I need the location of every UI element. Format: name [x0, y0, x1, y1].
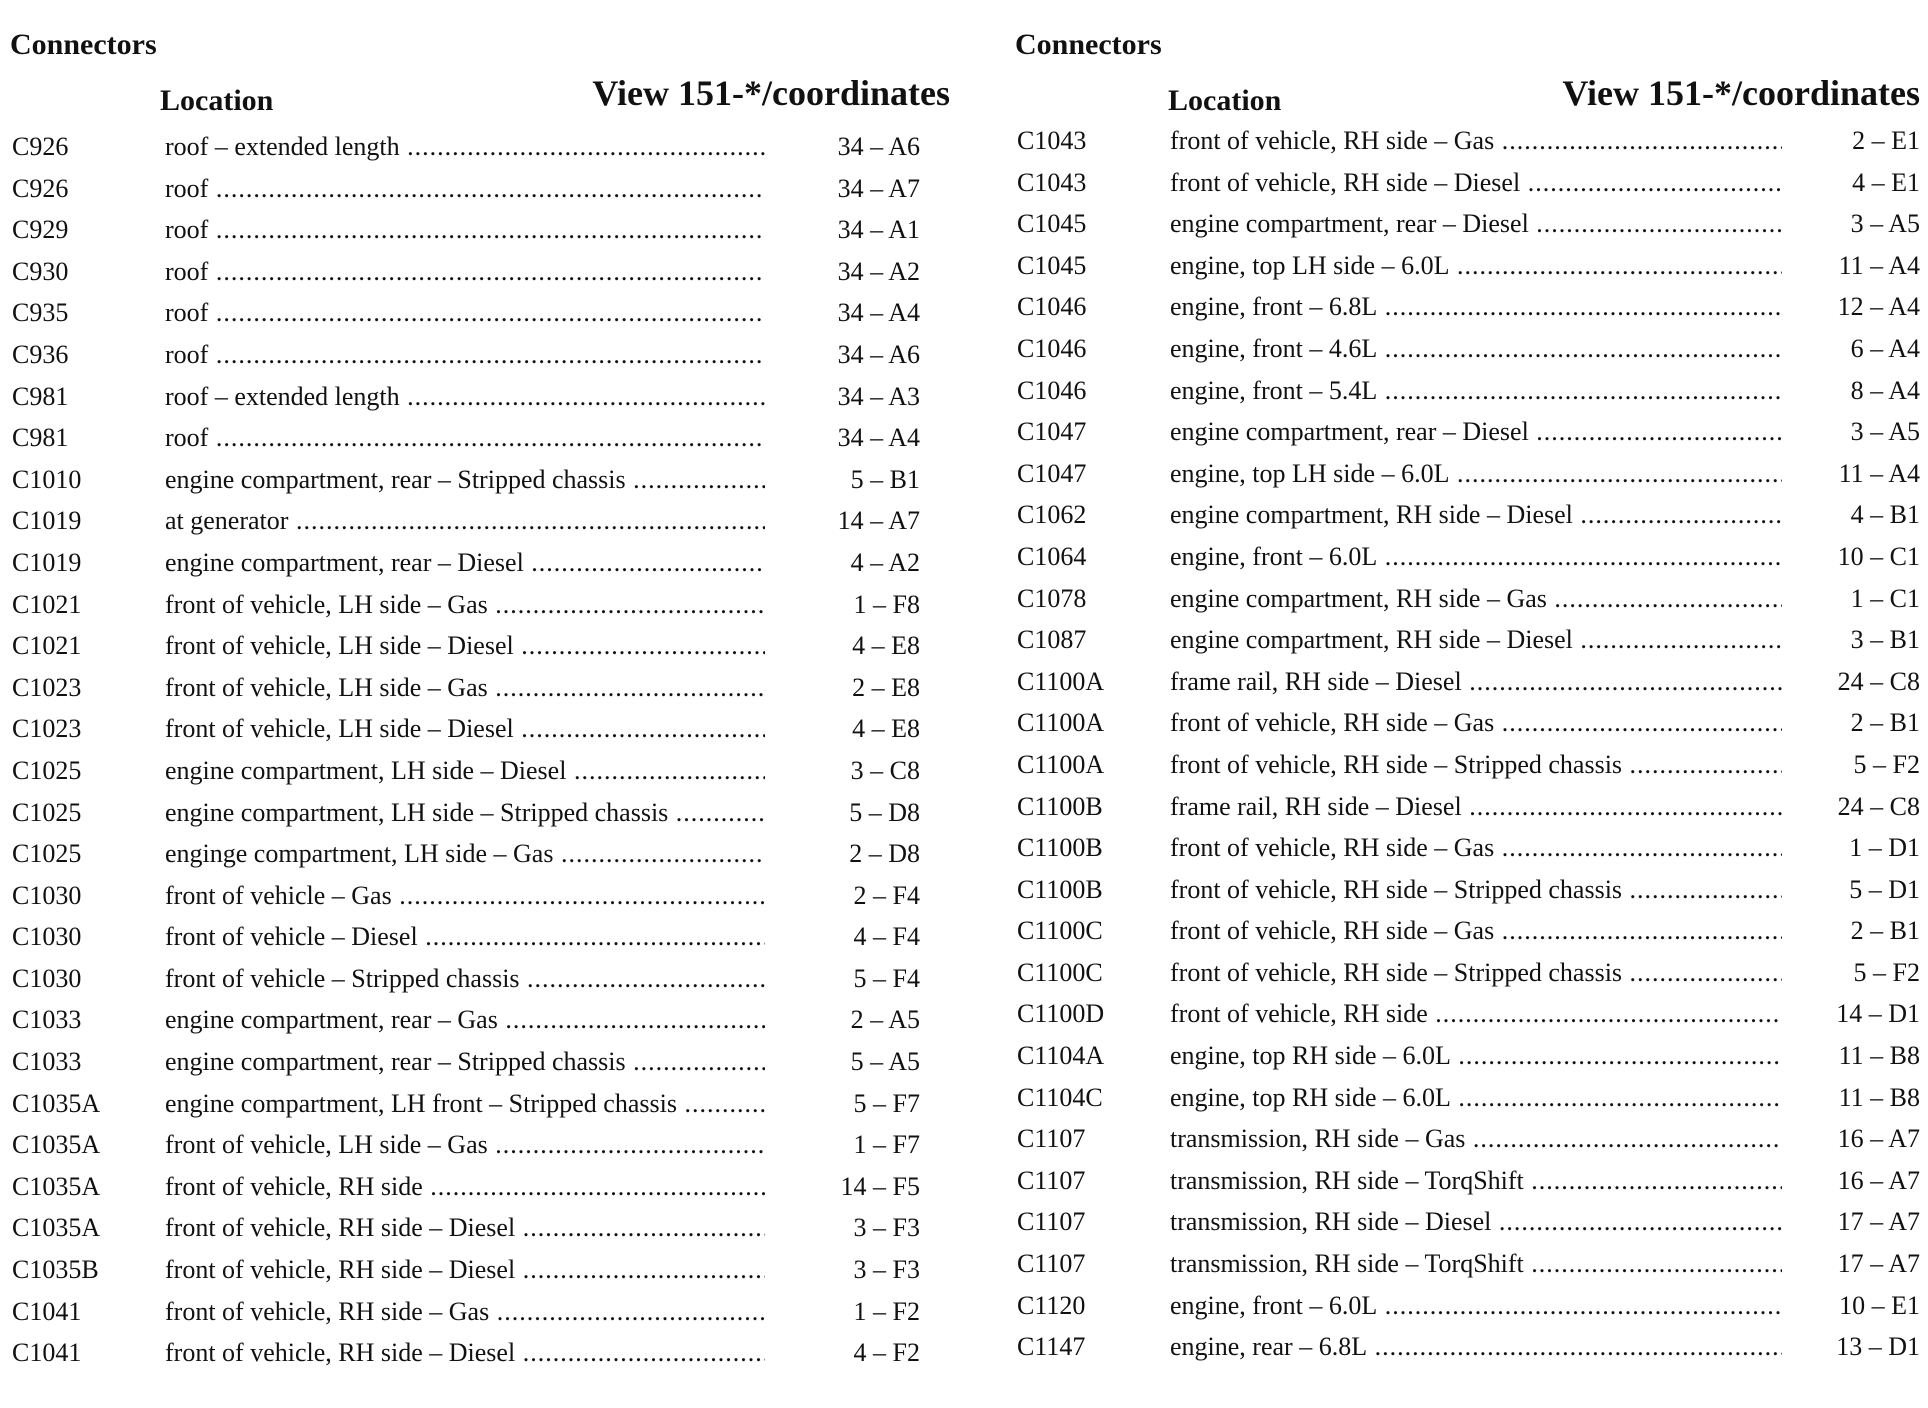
connector-coordinates: 14 – D1	[1836, 999, 1920, 1029]
connector-coordinates: 2 – B1	[1850, 708, 1920, 738]
connector-row	[10, 542, 950, 584]
connector-location: front of vehicle, LH side – Gas .....	[165, 584, 765, 626]
connector-code: C1025	[12, 755, 82, 785]
connector-coordinates: 2 – E8	[852, 672, 920, 702]
connector-row	[10, 292, 950, 334]
connector-code: C1030	[12, 880, 82, 910]
connector-code: C926	[12, 173, 69, 203]
connector-coordinates: 16 – A7	[1837, 1165, 1920, 1195]
connector-coordinates: 12 – A4	[1837, 292, 1920, 322]
connector-coordinates: 5 – A5	[850, 1047, 920, 1077]
connector-code: C1035A	[12, 1171, 101, 1201]
right-column	[1015, 0, 1920, 1408]
connector-location: engine, top RH side – 6.0L .....	[1170, 1077, 1782, 1119]
connector-code: C1045	[1017, 209, 1087, 239]
connector-location: front of vehicle, RH side – Gas .....	[165, 1291, 765, 1333]
connector-code: C1100B	[1017, 874, 1103, 904]
connector-row	[10, 916, 950, 958]
connector-coordinates: 2 – A5	[850, 1005, 920, 1035]
connector-location: engine compartment, LH side – Diesel .....	[165, 750, 765, 792]
connector-location: transmission, RH side – TorqShift .....	[1170, 1160, 1782, 1202]
connector-location: engine compartment, rear – Stripped chassis .....	[165, 459, 765, 501]
connector-row	[10, 1207, 950, 1249]
connector-row	[10, 1124, 950, 1166]
connector-code: C1041	[12, 1338, 82, 1368]
connector-coordinates: 2 – E1	[1852, 126, 1920, 155]
connector-row	[1015, 1077, 1920, 1119]
connector-code: C1087	[1017, 625, 1087, 655]
connector-row	[1015, 1243, 1920, 1285]
connector-code: C1043	[1017, 126, 1087, 155]
connector-coordinates: 5 – F2	[1853, 749, 1920, 779]
connector-coordinates: 1 – F8	[853, 589, 920, 619]
connector-row	[10, 334, 950, 376]
connector-location: front of vehicle – Stripped chassis .....	[165, 958, 765, 1000]
connector-coordinates: 3 – A5	[1850, 417, 1920, 447]
connector-location: front of vehicle, RH side – Gas .....	[1170, 120, 1782, 162]
right-view-header: View 151-*/coordinates	[1562, 73, 1920, 113]
connector-coordinates: 4 – E8	[852, 714, 920, 744]
connector-row	[10, 833, 950, 875]
connector-code: C1100C	[1017, 916, 1103, 946]
connector-coordinates: 34 – A4	[837, 298, 920, 328]
connector-coordinates: 34 – A1	[837, 215, 920, 245]
connector-location: front of vehicle, RH side .....	[1170, 993, 1782, 1035]
connector-location: roof .....	[165, 251, 765, 293]
connector-code: C930	[12, 256, 69, 286]
connector-row	[1015, 869, 1920, 911]
connector-location: engine, front – 5.4L .....	[1170, 370, 1782, 412]
connector-coordinates: 3 – C8	[850, 755, 920, 785]
connector-row	[10, 792, 950, 834]
connector-row	[1015, 1201, 1920, 1243]
connector-code: C929	[12, 215, 69, 245]
connector-code: C1100A	[1017, 749, 1105, 779]
left-section-title: Connectors	[10, 28, 157, 61]
connector-code: C1047	[1017, 458, 1087, 488]
left-column	[10, 0, 950, 1408]
connector-code: C981	[12, 423, 69, 453]
connector-row	[1015, 328, 1920, 370]
connector-coordinates: 34 – A6	[837, 339, 920, 369]
connector-location: front of vehicle, RH side – Diesel .....	[165, 1207, 765, 1249]
connector-coordinates: 3 – F3	[853, 1255, 920, 1285]
connector-location: engine compartment, LH front – Stripped chassis .....	[165, 1083, 765, 1125]
connector-coordinates: 5 – F2	[1853, 957, 1920, 987]
connector-code: C1033	[12, 1005, 82, 1035]
connector-location: front of vehicle, RH side – Gas .....	[1170, 702, 1782, 744]
connector-row	[1015, 162, 1920, 204]
connector-code: C1100B	[1017, 791, 1103, 821]
connector-code: C1035A	[12, 1088, 101, 1118]
connector-code: C1100D	[1017, 999, 1105, 1029]
connector-row	[1015, 827, 1920, 869]
connector-row	[10, 168, 950, 210]
connector-code: C926	[12, 132, 69, 161]
connector-row	[1015, 120, 1920, 162]
connector-location: front of vehicle – Diesel .....	[165, 916, 765, 958]
connector-row	[1015, 370, 1920, 412]
connector-coordinates: 1 – C1	[1850, 583, 1920, 613]
connector-row	[1015, 993, 1920, 1035]
connector-row	[10, 1083, 950, 1125]
connector-row	[1015, 702, 1920, 744]
connector-coordinates: 5 – F4	[853, 963, 920, 993]
connector-code: C1046	[1017, 292, 1087, 322]
connector-code: C1078	[1017, 583, 1087, 613]
connector-coordinates: 2 – B1	[1850, 916, 1920, 946]
connector-row	[10, 459, 950, 501]
connector-location: engine compartment, rear – Diesel .....	[1170, 203, 1782, 245]
connector-coordinates: 4 – E1	[1852, 167, 1920, 197]
connector-row	[1015, 203, 1920, 245]
connector-row	[10, 209, 950, 251]
connector-code: C936	[12, 339, 69, 369]
connector-coordinates: 4 – F4	[853, 922, 920, 952]
connector-coordinates: 3 – A5	[1850, 209, 1920, 239]
connector-code: C1030	[12, 963, 82, 993]
connector-row	[10, 1332, 950, 1374]
connector-code: C1100A	[1017, 708, 1105, 738]
connector-coordinates: 24 – C8	[1837, 791, 1920, 821]
connector-code: C1035A	[12, 1130, 101, 1160]
connector-coordinates: 11 – A4	[1838, 458, 1920, 488]
connector-code: C1023	[12, 714, 82, 744]
connector-code: C1107	[1017, 1249, 1086, 1279]
connector-location: front of vehicle, RH side – Diesel .....	[165, 1332, 765, 1374]
connector-location: engine compartment, LH side – Stripped chassis .....	[165, 792, 765, 834]
connector-row	[10, 376, 950, 418]
connector-code: C1062	[1017, 500, 1087, 530]
connector-row	[1015, 1118, 1920, 1160]
connector-location: roof – extended length .....	[165, 126, 765, 168]
connector-coordinates: 17 – A7	[1837, 1249, 1920, 1279]
connector-location: engine, top LH side – 6.0L .....	[1170, 245, 1782, 287]
connector-code: C1047	[1017, 417, 1087, 447]
connector-location: transmission, RH side – Diesel .....	[1170, 1201, 1782, 1243]
connector-location: front of vehicle, LH side – Diesel .....	[165, 625, 765, 667]
connector-coordinates: 8 – A4	[1850, 375, 1920, 405]
connector-location: engine compartment, rear – Diesel .....	[1170, 411, 1782, 453]
connector-row	[10, 750, 950, 792]
connector-row	[1015, 536, 1920, 578]
connector-row	[10, 875, 950, 917]
connector-row	[1015, 245, 1920, 287]
connector-location: engine compartment, RH side – Diesel .....	[1170, 619, 1782, 661]
connector-location: front of vehicle, RH side – Stripped chassis .....	[1170, 869, 1782, 911]
connector-coordinates: 4 – E8	[852, 631, 920, 661]
connector-location: engine, front – 4.6L .....	[1170, 328, 1782, 370]
connector-coordinates: 34 – A6	[837, 132, 920, 161]
right-section-title: Connectors	[1015, 28, 1162, 61]
connector-row	[10, 417, 950, 459]
connector-code: C1100A	[1017, 666, 1105, 696]
connector-code: C1107	[1017, 1165, 1086, 1195]
connector-code: C1035B	[12, 1255, 99, 1285]
connector-code: C981	[12, 381, 69, 411]
connector-code: C1010	[12, 464, 82, 494]
connector-code: C1019	[12, 547, 82, 577]
connector-code: C1104C	[1017, 1082, 1103, 1112]
right-location-header: Location	[1168, 84, 1282, 117]
connector-coordinates: 11 – B8	[1838, 1082, 1920, 1112]
connector-location: front of vehicle, LH side – Gas .....	[165, 1124, 765, 1166]
right-connector-list	[1015, 120, 1920, 1368]
connector-row	[1015, 1160, 1920, 1202]
connector-location: front of vehicle, LH side – Gas .....	[165, 667, 765, 709]
connector-coordinates: 1 – D1	[1849, 833, 1920, 863]
connector-location: frame rail, RH side – Diesel .....	[1170, 786, 1782, 828]
connector-location: engine compartment, rear – Diesel .....	[165, 542, 765, 584]
connector-coordinates: 34 – A4	[837, 423, 920, 453]
connector-row	[10, 500, 950, 542]
connector-code: C1046	[1017, 375, 1087, 405]
connector-code: C1045	[1017, 250, 1087, 280]
connector-coordinates: 10 – C1	[1837, 541, 1920, 571]
connector-row	[1015, 411, 1920, 453]
connector-location: engine, front – 6.0L .....	[1170, 536, 1782, 578]
connector-location: front of vehicle, RH side – Gas .....	[1170, 827, 1782, 869]
connector-location: transmission, RH side – TorqShift .....	[1170, 1243, 1782, 1285]
connector-row	[1015, 494, 1920, 536]
connector-row	[1015, 619, 1920, 661]
connector-code: C1021	[12, 589, 82, 619]
connector-location: roof .....	[165, 334, 765, 376]
connector-row	[1015, 910, 1920, 952]
connector-coordinates: 34 – A2	[837, 256, 920, 286]
connector-coordinates: 16 – A7	[1837, 1124, 1920, 1154]
connector-row	[10, 667, 950, 709]
connector-row	[1015, 1326, 1920, 1368]
connector-code: C1030	[12, 922, 82, 952]
connector-row	[10, 958, 950, 1000]
connector-coordinates: 4 – B1	[1850, 500, 1920, 530]
connector-location: engine, front – 6.0L .....	[1170, 1285, 1782, 1327]
connector-coordinates: 5 – D8	[849, 797, 920, 827]
connector-coordinates: 6 – A4	[1850, 333, 1920, 363]
connector-code: C1041	[12, 1296, 82, 1326]
connector-code: C1064	[1017, 541, 1087, 571]
connector-row	[10, 1291, 950, 1333]
connector-code: C1025	[12, 797, 82, 827]
connector-code: C1104A	[1017, 1041, 1105, 1071]
connector-location: roof – extended length .....	[165, 376, 765, 418]
connector-coordinates: 10 – E1	[1839, 1290, 1920, 1320]
connector-code: C1035A	[12, 1213, 101, 1243]
connector-coordinates: 5 – B1	[850, 464, 920, 494]
connector-location: roof .....	[165, 209, 765, 251]
connector-location: at generator .....	[165, 500, 765, 542]
connector-code: C1043	[1017, 167, 1087, 197]
connector-coordinates: 3 – B1	[1850, 625, 1920, 655]
connector-location: roof .....	[165, 292, 765, 334]
connector-code: C1021	[12, 631, 82, 661]
connector-location: front of vehicle, RH side – Stripped chassis .....	[1170, 952, 1782, 994]
connector-row	[1015, 786, 1920, 828]
connector-row	[1015, 1035, 1920, 1077]
connector-coordinates: 11 – A4	[1838, 250, 1920, 280]
connector-row	[1015, 952, 1920, 994]
connector-location: engine compartment, rear – Gas .....	[165, 999, 765, 1041]
connector-code: C1019	[12, 506, 82, 536]
connector-coordinates: 14 – F5	[840, 1171, 920, 1201]
connector-location: transmission, RH side – Gas .....	[1170, 1118, 1782, 1160]
connector-code: C1147	[1017, 1332, 1086, 1362]
connector-location: front of vehicle, RH side – Gas .....	[1170, 910, 1782, 952]
connector-row	[1015, 578, 1920, 620]
connector-row	[10, 999, 950, 1041]
connector-coordinates: 14 – A7	[837, 506, 920, 536]
connector-row	[10, 1166, 950, 1208]
connector-row	[10, 708, 950, 750]
connector-coordinates: 2 – F4	[853, 880, 920, 910]
connector-row	[10, 251, 950, 293]
connector-coordinates: 2 – D8	[849, 839, 920, 869]
connector-code: C1046	[1017, 333, 1087, 363]
connector-coordinates: 4 – F2	[853, 1338, 920, 1368]
connector-code: C1023	[12, 672, 82, 702]
connector-location: engine compartment, rear – Stripped chassis .....	[165, 1041, 765, 1083]
connector-row	[10, 584, 950, 626]
connector-code: C935	[12, 298, 69, 328]
connector-location: roof .....	[165, 417, 765, 459]
connector-coordinates: 17 – A7	[1837, 1207, 1920, 1237]
connector-code: C1107	[1017, 1124, 1086, 1154]
connector-row	[1015, 286, 1920, 328]
connector-code: C1120	[1017, 1290, 1086, 1320]
connector-coordinates: 11 – B8	[1838, 1041, 1920, 1071]
connector-row	[10, 1041, 950, 1083]
connector-location: roof .....	[165, 168, 765, 210]
connector-row	[10, 126, 950, 168]
connector-location: front of vehicle, RH side – Diesel .....	[1170, 162, 1782, 204]
connector-coordinates: 4 – A2	[850, 547, 920, 577]
connector-coordinates: 34 – A7	[837, 173, 920, 203]
connector-row	[10, 625, 950, 667]
connector-location: front of vehicle – Gas .....	[165, 875, 765, 917]
connector-location: engine compartment, RH side – Gas .....	[1170, 578, 1782, 620]
connector-coordinates: 24 – C8	[1837, 666, 1920, 696]
connector-location: front of vehicle, RH side – Diesel .....	[165, 1249, 765, 1291]
connector-location: front of vehicle, RH side .....	[165, 1166, 765, 1208]
connector-coordinates: 34 – A3	[837, 381, 920, 411]
connector-location: engine, front – 6.8L .....	[1170, 286, 1782, 328]
connector-location: engine, rear – 6.8L .....	[1170, 1326, 1782, 1368]
connector-code: C1100C	[1017, 957, 1103, 987]
connector-code: C1107	[1017, 1207, 1086, 1237]
connector-location: frame rail, RH side – Diesel .....	[1170, 661, 1782, 703]
connector-location: engine, top LH side – 6.0L .....	[1170, 453, 1782, 495]
connector-location: engine compartment, RH side – Diesel .....	[1170, 494, 1782, 536]
connector-row	[1015, 744, 1920, 786]
connector-coordinates: 13 – D1	[1836, 1332, 1920, 1362]
connector-row	[10, 1249, 950, 1291]
connector-location: front of vehicle, LH side – Diesel .....	[165, 708, 765, 750]
connector-row	[1015, 1285, 1920, 1327]
connector-code: C1100B	[1017, 833, 1103, 863]
connector-coordinates: 5 – D1	[1849, 874, 1920, 904]
left-location-header: Location	[160, 84, 274, 117]
connector-row	[1015, 453, 1920, 495]
connector-coordinates: 3 – F3	[853, 1213, 920, 1243]
left-view-header: View 151-*/coordinates	[592, 73, 950, 113]
connector-location: front of vehicle, RH side – Stripped chassis .....	[1170, 744, 1782, 786]
connector-coordinates: 1 – F7	[853, 1130, 920, 1160]
connector-row	[1015, 661, 1920, 703]
connector-code: C1025	[12, 839, 82, 869]
connector-location: enginge compartment, LH side – Gas .....	[165, 833, 765, 875]
connector-code: C1033	[12, 1047, 82, 1077]
connector-location: engine, top RH side – 6.0L .....	[1170, 1035, 1782, 1077]
connector-coordinates: 5 – F7	[853, 1088, 920, 1118]
left-connector-list	[10, 126, 950, 1374]
connector-coordinates: 1 – F2	[853, 1296, 920, 1326]
